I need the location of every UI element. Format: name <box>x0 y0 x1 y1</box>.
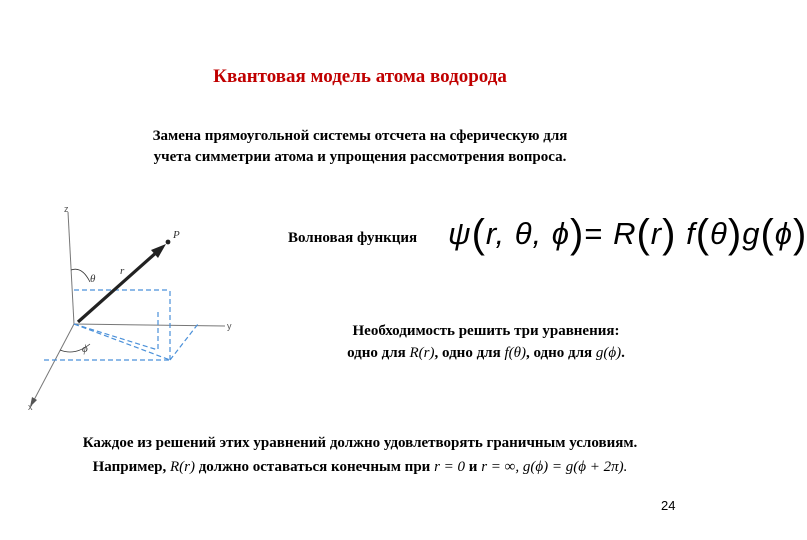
page-number: 24 <box>661 498 676 513</box>
x-axis <box>34 324 74 400</box>
spherical-coordinates-diagram <box>20 200 260 415</box>
y-axis-label: y <box>227 321 232 331</box>
g-function-arg: ϕ <box>774 216 794 251</box>
g-function: g <box>742 216 761 251</box>
wave-function-formula: ψ(r, θ, ϕ)= R(r) f(θ)g(ϕ) <box>448 212 807 256</box>
equations-note-line-1: Необходимость решить три уравнения: <box>352 323 620 339</box>
intro-text <box>0 126 720 168</box>
radius-vector <box>78 251 158 322</box>
psi-symbol: ψ <box>448 216 472 251</box>
boundary-line-1: Каждое из решений этих уравнений должно удовлетворять граничным условиям. <box>82 435 638 451</box>
theta-label: θ <box>90 273 96 285</box>
r-function: R <box>613 216 637 251</box>
theta-arc <box>71 269 90 282</box>
equals-sign: = <box>584 216 604 251</box>
point-p <box>166 240 171 245</box>
boundary-line-2: Например, R(r) должно оставаться конечным при r = 0 и r = ∞, g(ϕ) = g(ϕ + 2π). <box>92 459 628 475</box>
intro-line-2: учета симметрии атома и упрощения рассмотрения вопроса. <box>153 149 567 165</box>
f-function: f <box>686 216 696 251</box>
phi-label: ϕ <box>82 343 88 355</box>
r-function-arg: r <box>650 216 663 251</box>
slide-title: Квантовая модель атома водорода <box>213 66 507 87</box>
radius-label: r <box>120 265 125 277</box>
z-axis-label: z <box>64 204 69 214</box>
wave-function-label: Волновая функция <box>288 230 418 246</box>
boundary-conditions-text <box>0 431 720 479</box>
f-function-arg: θ <box>710 216 728 251</box>
point-p-label: P <box>173 229 180 241</box>
equations-note <box>296 320 676 364</box>
intro-line-1: Замена прямоугольной системы отсчета на сферическую для <box>152 128 568 144</box>
psi-args: r, θ, ϕ <box>485 216 571 251</box>
equations-note-line-2: одно для R(r), одно для f(θ), одно для g(ϕ). <box>347 345 625 361</box>
x-axis-label: x <box>28 402 33 412</box>
y-axis <box>74 324 225 326</box>
z-axis <box>68 212 74 324</box>
